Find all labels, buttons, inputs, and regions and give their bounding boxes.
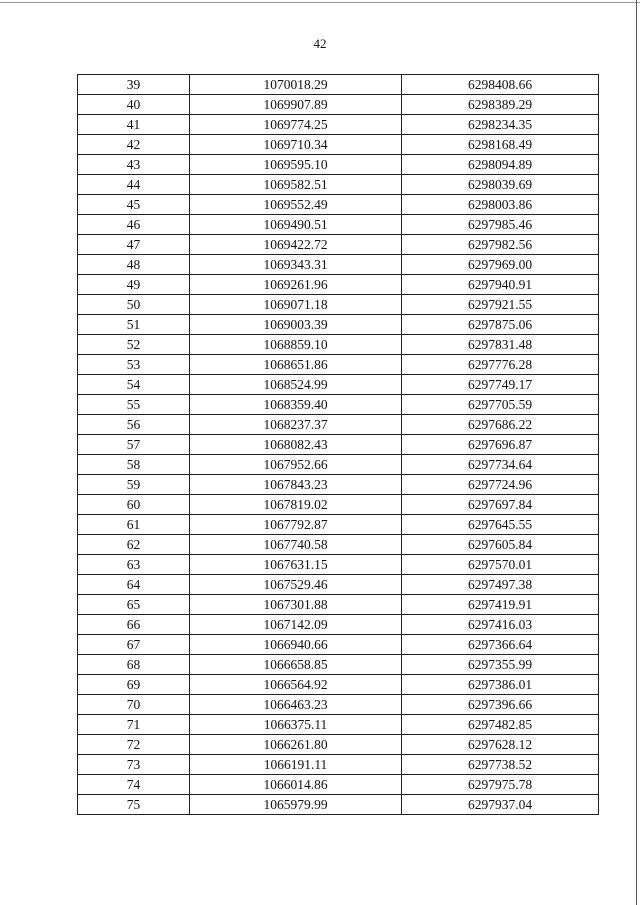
table-row <box>78 535 599 555</box>
y-coordinate-cell: 6297645.55 <box>402 515 599 535</box>
y-coordinate-cell: 6297570.01 <box>402 555 599 575</box>
point-number-cell: 52 <box>78 335 190 355</box>
table-row <box>78 675 599 695</box>
table-row <box>78 495 599 515</box>
x-coordinate-cell: 1067952.66 <box>190 455 402 475</box>
y-coordinate-cell: 6297975.78 <box>402 775 599 795</box>
point-number-cell: 39 <box>78 75 190 95</box>
table-row <box>78 775 599 795</box>
point-number-cell: 58 <box>78 455 190 475</box>
y-coordinate-cell: 6297940.91 <box>402 275 599 295</box>
y-coordinate-cell: 6298168.49 <box>402 135 599 155</box>
y-coordinate-cell: 6297831.48 <box>402 335 599 355</box>
x-coordinate-cell: 1066375.11 <box>190 715 402 735</box>
x-coordinate-cell: 1066191.11 <box>190 755 402 775</box>
y-coordinate-cell: 6297396.66 <box>402 695 599 715</box>
y-coordinate-cell: 6297696.87 <box>402 435 599 455</box>
x-coordinate-cell: 1068082.43 <box>190 435 402 455</box>
y-coordinate-cell: 6297482.85 <box>402 715 599 735</box>
y-coordinate-cell: 6297628.12 <box>402 735 599 755</box>
point-number-cell: 61 <box>78 515 190 535</box>
table-row <box>78 455 599 475</box>
y-coordinate-cell: 6297724.96 <box>402 475 599 495</box>
point-number-cell: 68 <box>78 655 190 675</box>
x-coordinate-cell: 1067631.15 <box>190 555 402 575</box>
x-coordinate-cell: 1067529.46 <box>190 575 402 595</box>
y-coordinate-cell: 6297419.91 <box>402 595 599 615</box>
point-number-cell: 60 <box>78 495 190 515</box>
x-coordinate-cell: 1069343.31 <box>190 255 402 275</box>
x-coordinate-cell: 1069582.51 <box>190 175 402 195</box>
point-number-cell: 55 <box>78 395 190 415</box>
point-number-cell: 54 <box>78 375 190 395</box>
point-number-cell: 46 <box>78 215 190 235</box>
point-number-cell: 67 <box>78 635 190 655</box>
page-top-edge <box>0 2 640 3</box>
point-number-cell: 57 <box>78 435 190 455</box>
x-coordinate-cell: 1068651.86 <box>190 355 402 375</box>
y-coordinate-cell: 6297921.55 <box>402 295 599 315</box>
y-coordinate-cell: 6298003.86 <box>402 195 599 215</box>
table-row <box>78 295 599 315</box>
table-row <box>78 175 599 195</box>
table-row <box>78 735 599 755</box>
y-coordinate-cell: 6297875.06 <box>402 315 599 335</box>
table-row <box>78 395 599 415</box>
point-number-cell: 51 <box>78 315 190 335</box>
table-row <box>78 695 599 715</box>
point-number-cell: 49 <box>78 275 190 295</box>
x-coordinate-cell: 1069261.96 <box>190 275 402 295</box>
table-row <box>78 555 599 575</box>
y-coordinate-cell: 6297416.03 <box>402 615 599 635</box>
point-number-cell: 47 <box>78 235 190 255</box>
coordinates-table <box>77 74 599 815</box>
point-number-cell: 53 <box>78 355 190 375</box>
point-number-cell: 63 <box>78 555 190 575</box>
point-number-cell: 56 <box>78 415 190 435</box>
y-coordinate-cell: 6297366.64 <box>402 635 599 655</box>
x-coordinate-cell: 1067301.88 <box>190 595 402 615</box>
y-coordinate-cell: 6297749.17 <box>402 375 599 395</box>
x-coordinate-cell: 1067843.23 <box>190 475 402 495</box>
y-coordinate-cell: 6297738.52 <box>402 755 599 775</box>
y-coordinate-cell: 6297982.56 <box>402 235 599 255</box>
x-coordinate-cell: 1067740.58 <box>190 535 402 555</box>
point-number-cell: 50 <box>78 295 190 315</box>
point-number-cell: 69 <box>78 675 190 695</box>
point-number-cell: 71 <box>78 715 190 735</box>
y-coordinate-cell: 6297985.46 <box>402 215 599 235</box>
table-row <box>78 635 599 655</box>
y-coordinate-cell: 6297355.99 <box>402 655 599 675</box>
point-number-cell: 43 <box>78 155 190 175</box>
point-number-cell: 74 <box>78 775 190 795</box>
x-coordinate-cell: 1069071.18 <box>190 295 402 315</box>
table-row <box>78 595 599 615</box>
point-number-cell: 66 <box>78 615 190 635</box>
point-number-cell: 41 <box>78 115 190 135</box>
table-row <box>78 135 599 155</box>
table-row <box>78 755 599 775</box>
table-row <box>78 375 599 395</box>
table-row <box>78 275 599 295</box>
table-row <box>78 415 599 435</box>
y-coordinate-cell: 6298389.29 <box>402 95 599 115</box>
x-coordinate-cell: 1066940.66 <box>190 635 402 655</box>
table-row <box>78 335 599 355</box>
x-coordinate-cell: 1065979.99 <box>190 795 402 815</box>
x-coordinate-cell: 1069907.89 <box>190 95 402 115</box>
table-row <box>78 795 599 815</box>
y-coordinate-cell: 6297937.04 <box>402 795 599 815</box>
point-number-cell: 42 <box>78 135 190 155</box>
x-coordinate-cell: 1066564.92 <box>190 675 402 695</box>
table-row <box>78 255 599 275</box>
y-coordinate-cell: 6297697.84 <box>402 495 599 515</box>
x-coordinate-cell: 1069422.72 <box>190 235 402 255</box>
point-number-cell: 48 <box>78 255 190 275</box>
table-row <box>78 315 599 335</box>
x-coordinate-cell: 1069490.51 <box>190 215 402 235</box>
table-row <box>78 235 599 255</box>
x-coordinate-cell: 1069552.49 <box>190 195 402 215</box>
x-coordinate-cell: 1067819.02 <box>190 495 402 515</box>
table-row <box>78 655 599 675</box>
x-coordinate-cell: 1066014.86 <box>190 775 402 795</box>
x-coordinate-cell: 1070018.29 <box>190 75 402 95</box>
x-coordinate-cell: 1068524.99 <box>190 375 402 395</box>
table-row <box>78 75 599 95</box>
point-number-cell: 64 <box>78 575 190 595</box>
table-row <box>78 355 599 375</box>
point-number-cell: 45 <box>78 195 190 215</box>
x-coordinate-cell: 1069774.25 <box>190 115 402 135</box>
table-row <box>78 715 599 735</box>
y-coordinate-cell: 6297386.01 <box>402 675 599 695</box>
point-number-cell: 75 <box>78 795 190 815</box>
point-number-cell: 62 <box>78 535 190 555</box>
y-coordinate-cell: 6297734.64 <box>402 455 599 475</box>
y-coordinate-cell: 6298234.35 <box>402 115 599 135</box>
x-coordinate-cell: 1067142.09 <box>190 615 402 635</box>
x-coordinate-cell: 1068359.40 <box>190 395 402 415</box>
table-row <box>78 515 599 535</box>
table-row <box>78 615 599 635</box>
point-number-cell: 72 <box>78 735 190 755</box>
y-coordinate-cell: 6298039.69 <box>402 175 599 195</box>
table-row <box>78 215 599 235</box>
x-coordinate-cell: 1069595.10 <box>190 155 402 175</box>
point-number-cell: 65 <box>78 595 190 615</box>
table-row <box>78 95 599 115</box>
point-number-cell: 44 <box>78 175 190 195</box>
point-number-cell: 59 <box>78 475 190 495</box>
x-coordinate-cell: 1066658.85 <box>190 655 402 675</box>
x-coordinate-cell: 1066261.80 <box>190 735 402 755</box>
y-coordinate-cell: 6297497.38 <box>402 575 599 595</box>
x-coordinate-cell: 1067792.87 <box>190 515 402 535</box>
point-number-cell: 73 <box>78 755 190 775</box>
y-coordinate-cell: 6297605.84 <box>402 535 599 555</box>
point-number-cell: 70 <box>78 695 190 715</box>
table-row <box>78 115 599 135</box>
table-row <box>78 475 599 495</box>
y-coordinate-cell: 6298094.89 <box>402 155 599 175</box>
y-coordinate-cell: 6297686.22 <box>402 415 599 435</box>
x-coordinate-cell: 1069710.34 <box>190 135 402 155</box>
x-coordinate-cell: 1069003.39 <box>190 315 402 335</box>
table-row <box>78 155 599 175</box>
y-coordinate-cell: 6298408.66 <box>402 75 599 95</box>
table-row <box>78 195 599 215</box>
y-coordinate-cell: 6297705.59 <box>402 395 599 415</box>
coordinates-table-body <box>78 75 599 815</box>
page-right-edge <box>636 0 637 905</box>
y-coordinate-cell: 6297776.28 <box>402 355 599 375</box>
table-row <box>78 435 599 455</box>
table-row <box>78 575 599 595</box>
x-coordinate-cell: 1068237.37 <box>190 415 402 435</box>
x-coordinate-cell: 1068859.10 <box>190 335 402 355</box>
y-coordinate-cell: 6297969.00 <box>402 255 599 275</box>
point-number-cell: 40 <box>78 95 190 115</box>
x-coordinate-cell: 1066463.23 <box>190 695 402 715</box>
page-number: 42 <box>313 36 327 51</box>
